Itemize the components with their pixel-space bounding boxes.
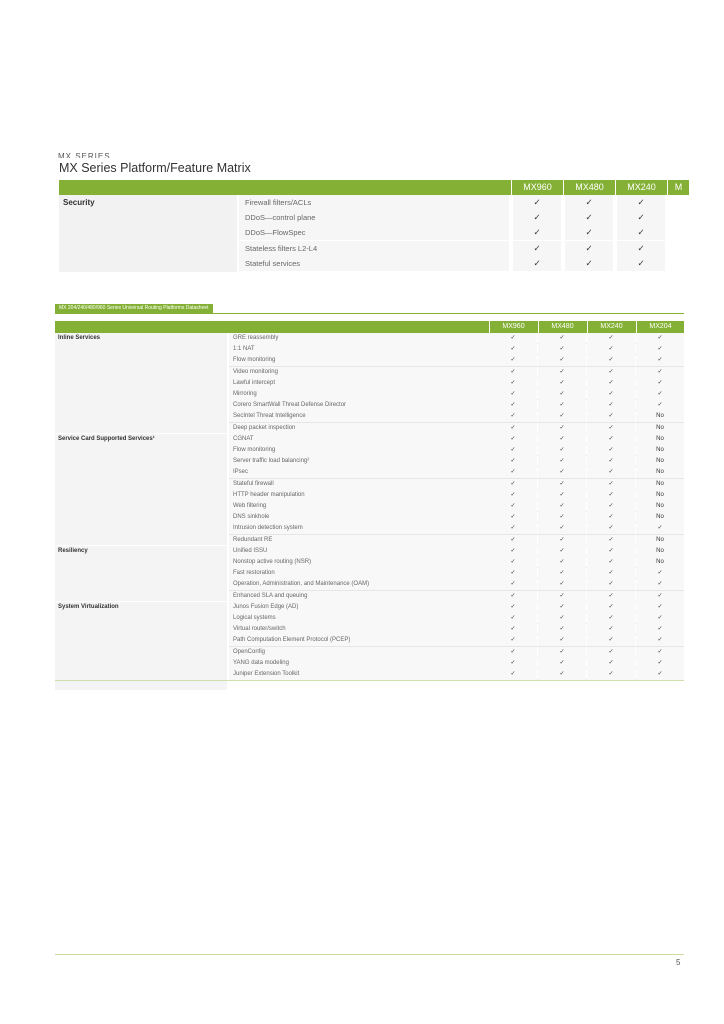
column-header: M [667,180,689,195]
feature-label: Intrusion detection system [229,523,504,534]
category-cell [55,546,227,601]
table-row [229,456,684,467]
feature-label: 1:1 NAT [229,344,504,355]
check-mark: ✓ [538,467,586,478]
check-mark: ✓ [538,344,586,355]
check-mark: ✓ [489,344,537,355]
check-mark: ✓ [565,195,613,210]
check-mark: ✓ [565,256,613,271]
check-mark: ✓ [538,647,586,658]
check-mark: ✓ [489,501,537,512]
table-row [229,613,684,624]
check-mark: ✓ [538,456,586,467]
table-row [229,501,684,512]
check-mark: ✓ [636,389,684,400]
check-mark: ✓ [538,602,586,613]
table-bottom-rule [55,680,684,681]
feature-label: Lawful intercept [229,378,504,389]
column-header: MX960 [489,321,537,333]
check-mark: ✓ [538,535,586,546]
check-mark: ✓ [538,501,586,512]
no-value: No [636,546,684,557]
feature-label: GRE reassembly [229,333,504,344]
feature-label: Fast restoration [229,568,504,579]
check-mark: ✓ [538,400,586,411]
check-mark: ✓ [587,490,635,501]
check-mark: ✓ [587,624,635,635]
check-mark: ✓ [538,389,586,400]
check-mark: ✓ [489,568,537,579]
table-row [229,490,684,501]
check-mark: ✓ [587,434,635,445]
check-mark: ✓ [636,355,684,366]
check-mark: ✓ [636,591,684,602]
column-header: MX240 [615,180,667,195]
page-title: MX Series Platform/Feature Matrix [59,161,251,175]
check-mark: ✓ [587,535,635,546]
check-mark: ✓ [636,635,684,646]
table-row [229,411,684,422]
table-row [229,333,684,344]
feature-label: YANG data modeling [229,658,504,669]
check-mark: ✓ [489,635,537,646]
check-mark: ✓ [587,591,635,602]
category-cell [55,333,227,433]
check-mark: ✓ [587,613,635,624]
check-mark: ✓ [538,445,586,456]
check-mark: ✓ [538,624,586,635]
table-header [59,180,689,195]
check-mark: ✓ [617,256,665,271]
check-mark: ✓ [489,378,537,389]
column-header: MX480 [538,321,586,333]
check-mark: ✓ [587,501,635,512]
category-label: Service Card Supported Services¹ [58,435,155,442]
check-mark: ✓ [587,378,635,389]
category-label: Inline Services [58,335,101,341]
feature-label: Server traffic load balancing² [229,456,504,467]
table-row [229,579,684,590]
category-label: Resiliency [58,547,88,554]
check-mark: ✓ [587,355,635,366]
column-header: MX204 [636,321,684,333]
check-mark: ✓ [538,669,586,680]
check-mark: ✓ [538,568,586,579]
feature-label: Mirroring [229,389,504,400]
no-value: No [636,490,684,501]
check-mark: ✓ [587,635,635,646]
table-row [229,423,684,434]
feature-label: Web filtering [229,501,504,512]
no-value: No [636,535,684,546]
check-mark: ✓ [587,411,635,422]
check-mark: ✓ [636,658,684,669]
check-mark: ✓ [489,669,537,680]
no-value: No [636,456,684,467]
check-mark: ✓ [489,423,537,434]
check-mark: ✓ [538,658,586,669]
check-mark: ✓ [617,241,665,256]
check-mark: ✓ [538,333,586,344]
check-mark: ✓ [489,434,537,445]
check-mark: ✓ [617,225,665,240]
table-row [239,195,689,210]
check-mark: ✓ [489,355,537,366]
check-mark: ✓ [538,557,586,568]
feature-label: DNS sinkhole [229,512,504,523]
feature-label: Virtual router/switch [229,624,504,635]
no-value: No [636,423,684,434]
cut-off-header-text: MX SERIES [58,152,111,158]
table-row [229,467,684,478]
feature-label: Juniper Extension Toolkit [229,669,504,680]
feature-label: Firewall filters/ACLs [239,195,509,210]
check-mark: ✓ [489,512,537,523]
feature-label: CGNAT [229,434,504,445]
feature-label: Deep packet inspection [229,423,504,434]
section-divider [55,313,684,314]
category-cell [55,602,227,691]
check-mark: ✓ [538,378,586,389]
check-mark: ✓ [489,658,537,669]
feature-label: Video monitoring [229,367,504,378]
feature-label: HTTP header manipulation [229,490,504,501]
table-row [229,355,684,366]
check-mark: ✓ [489,389,537,400]
check-mark: ✓ [538,546,586,557]
table-row [229,602,684,613]
no-value: No [636,557,684,568]
feature-label: DDoS—control plane [239,210,509,225]
check-mark: ✓ [489,591,537,602]
check-mark: ✓ [636,367,684,378]
check-mark: ✓ [587,647,635,658]
table-row [229,669,684,680]
check-mark: ✓ [538,523,586,534]
check-mark: ✓ [636,613,684,624]
table-row [229,624,684,635]
feature-label: Path Computation Element Protocol (PCEP) [229,635,504,646]
check-mark: ✓ [587,400,635,411]
table-row [229,378,684,389]
check-mark: ✓ [617,210,665,225]
check-mark: ✓ [587,568,635,579]
feature-label: DDoS—FlowSpec [239,225,509,240]
check-mark: ✓ [538,579,586,590]
check-mark: ✓ [636,579,684,590]
no-value: No [636,512,684,523]
check-mark: ✓ [513,210,561,225]
table-row [229,479,684,490]
check-mark: ✓ [538,434,586,445]
table-row [229,647,684,658]
check-mark: ✓ [587,479,635,490]
feature-label: Operation, Administration, and Maintenance (OAM) [229,579,504,590]
no-value: No [636,445,684,456]
category-cell [55,434,227,545]
table-row [229,591,684,602]
check-mark: ✓ [538,591,586,602]
table-row [229,344,684,355]
check-mark: ✓ [538,367,586,378]
check-mark: ✓ [636,378,684,389]
check-mark: ✓ [513,225,561,240]
cut-off-header [58,148,128,158]
check-mark: ✓ [489,535,537,546]
feature-label: Flow monitoring [229,355,504,366]
check-mark: ✓ [587,389,635,400]
table-row [239,225,689,240]
check-mark: ✓ [587,456,635,467]
check-mark: ✓ [587,669,635,680]
check-mark: ✓ [587,523,635,534]
check-mark: ✓ [489,613,537,624]
check-mark: ✓ [587,546,635,557]
check-mark: ✓ [587,512,635,523]
table-row [229,658,684,669]
table-row [229,523,684,534]
table-row [239,210,689,225]
check-mark: ✓ [636,333,684,344]
check-mark: ✓ [489,490,537,501]
feature-label: Enhanced SLA and queuing [229,591,504,602]
check-mark: ✓ [587,367,635,378]
check-mark: ✓ [538,490,586,501]
no-value: No [636,434,684,445]
check-mark: ✓ [587,658,635,669]
category-label: Security [63,198,95,207]
column-header: MX480 [563,180,615,195]
feature-label: Unified ISSU [229,546,504,557]
no-value: No [636,467,684,478]
check-mark: ✓ [587,602,635,613]
check-mark: ✓ [513,195,561,210]
feature-label: OpenConfig [229,647,504,658]
check-mark: ✓ [489,456,537,467]
table-row [229,512,684,523]
feature-label: Junos Fusion Edge (AD) [229,602,504,613]
check-mark: ✓ [587,579,635,590]
check-mark: ✓ [538,635,586,646]
check-mark: ✓ [636,647,684,658]
check-mark: ✓ [538,355,586,366]
category-cell [59,195,237,272]
check-mark: ✓ [636,400,684,411]
check-mark: ✓ [489,546,537,557]
check-mark: ✓ [636,523,684,534]
table-row [229,400,684,411]
check-mark: ✓ [587,445,635,456]
feature-matrix-table-1 [59,180,689,272]
no-value: No [636,411,684,422]
feature-label: Nonstop active routing (NSR) [229,557,504,568]
table-row [239,241,689,256]
check-mark: ✓ [538,613,586,624]
table-row [229,367,684,378]
check-mark: ✓ [636,344,684,355]
feature-label: Stateful firewall [229,479,504,490]
table-row [229,535,684,546]
page-number: 5 [676,958,681,967]
check-mark: ✓ [489,523,537,534]
check-mark: ✓ [565,210,613,225]
table-row [229,635,684,646]
feature-label: Flow monitoring [229,445,504,456]
check-mark: ✓ [587,423,635,434]
check-mark: ✓ [489,467,537,478]
check-mark: ✓ [587,467,635,478]
feature-label: Logical systems [229,613,504,624]
check-mark: ✓ [636,624,684,635]
check-mark: ✓ [587,344,635,355]
check-mark: ✓ [489,400,537,411]
feature-label: Corero SmartWall Threat Defense Director [229,400,504,411]
feature-label: SecIntel Threat Intelligence [229,411,504,422]
check-mark: ✓ [489,624,537,635]
table-row [229,389,684,400]
feature-label: Stateful services [239,256,509,271]
feature-label: Redundant RE [229,535,504,546]
check-mark: ✓ [489,602,537,613]
check-mark: ✓ [489,445,537,456]
check-mark: ✓ [489,579,537,590]
feature-label: Stateless filters L2-L4 [239,241,509,256]
check-mark: ✓ [489,411,537,422]
check-mark: ✓ [617,195,665,210]
check-mark: ✓ [489,367,537,378]
table-row [229,445,684,456]
check-mark: ✓ [587,557,635,568]
check-mark: ✓ [538,512,586,523]
check-mark: ✓ [636,669,684,680]
check-mark: ✓ [538,411,586,422]
check-mark: ✓ [513,241,561,256]
feature-matrix-table-2-header [55,321,684,333]
footer-rule [55,954,684,955]
check-mark: ✓ [565,241,613,256]
table-row [229,434,684,445]
section-tab-label: MX 204/240/480/960 Series Universal Routing Platforms Datasheet [55,304,213,313]
table-row [239,256,689,271]
no-value: No [636,479,684,490]
check-mark: ✓ [636,568,684,579]
column-header: MX240 [587,321,635,333]
check-mark: ✓ [538,479,586,490]
check-mark: ✓ [636,602,684,613]
feature-label: IPsec [229,467,504,478]
check-mark: ✓ [587,333,635,344]
table-row [229,546,684,557]
check-mark: ✓ [489,479,537,490]
table-row [229,557,684,568]
check-mark: ✓ [538,423,586,434]
check-mark: ✓ [489,647,537,658]
table-row [229,568,684,579]
no-value: No [636,501,684,512]
check-mark: ✓ [489,333,537,344]
check-mark: ✓ [489,557,537,568]
check-mark: ✓ [513,256,561,271]
category-label: System Virtualization [58,603,119,610]
check-mark: ✓ [565,225,613,240]
column-header: MX960 [511,180,563,195]
